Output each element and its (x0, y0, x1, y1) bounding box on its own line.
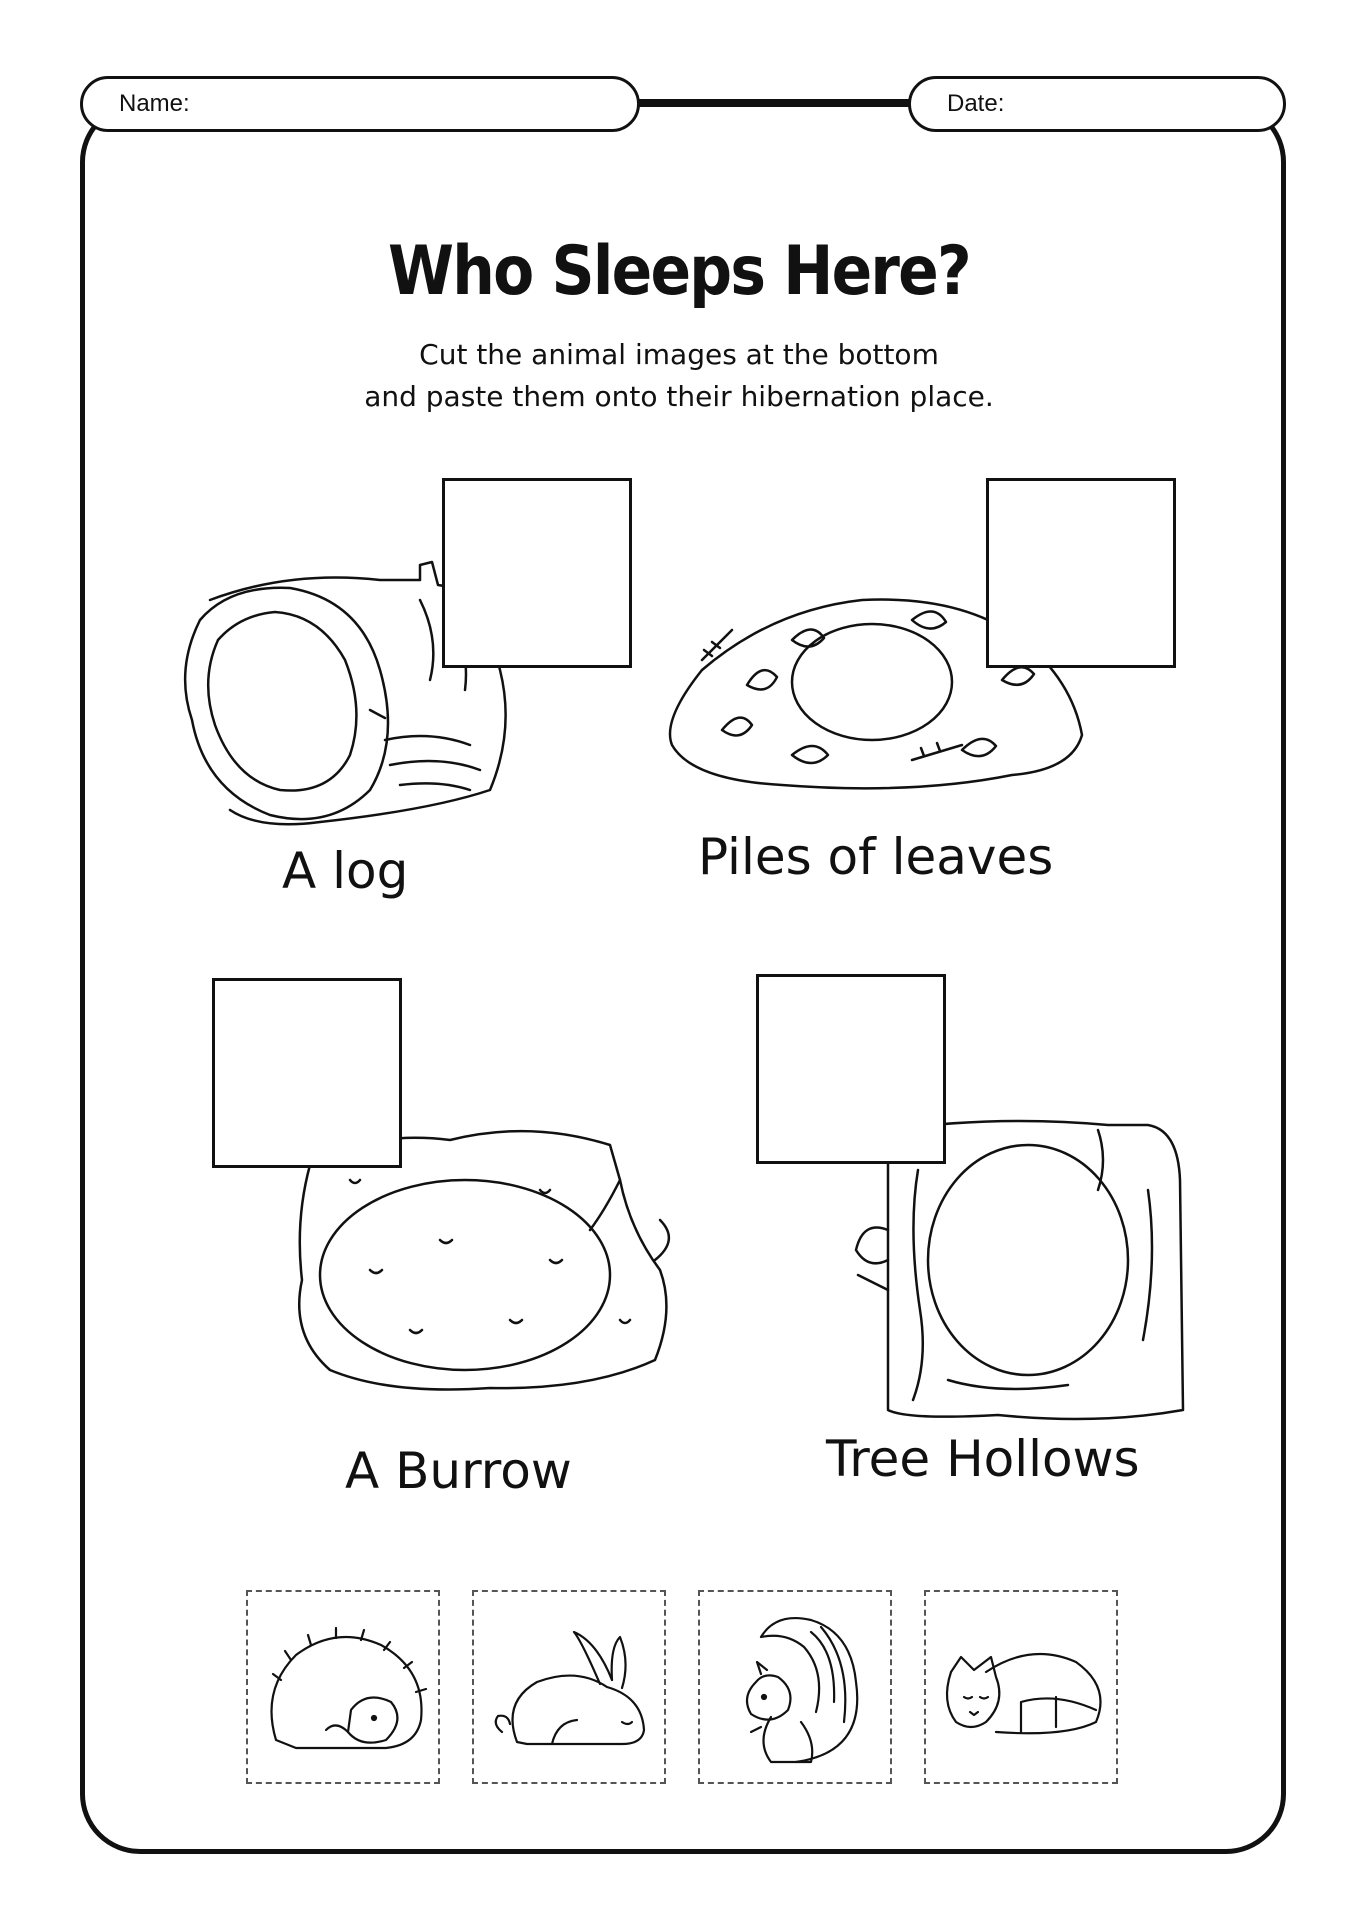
tree-hollow-paste-box[interactable] (756, 974, 946, 1164)
habitat-label-tree-hollows: Tree Hollows (826, 1430, 1140, 1488)
squirrel-icon (716, 1602, 876, 1777)
log-paste-box[interactable] (442, 478, 632, 668)
name-label: Name: (119, 90, 190, 117)
habitat-label-log: A log (282, 842, 409, 900)
date-field[interactable] (908, 76, 1286, 132)
date-label: Date: (947, 90, 1005, 117)
habitat-label-burrow: A Burrow (345, 1442, 572, 1500)
burrow-paste-box[interactable] (212, 978, 402, 1168)
leaves-paste-box[interactable] (986, 478, 1176, 668)
habitat-label-leaves: Piles of leaves (698, 828, 1054, 886)
cutout-fox[interactable] (924, 1590, 1118, 1784)
rabbit-icon (482, 1622, 658, 1762)
cutout-hedgehog[interactable] (246, 1590, 440, 1784)
hedgehog-icon (256, 1620, 432, 1760)
cutout-squirrel[interactable] (698, 1590, 892, 1784)
instruction-line-1: Cut the animal images at the bottom (419, 338, 939, 371)
name-field[interactable] (80, 76, 640, 132)
fox-icon (936, 1632, 1112, 1752)
cutout-rabbit[interactable] (472, 1590, 666, 1784)
page-title: Who Sleeps Here? (388, 232, 970, 311)
instruction-line-2: and paste them onto their hibernation place. (364, 380, 994, 413)
